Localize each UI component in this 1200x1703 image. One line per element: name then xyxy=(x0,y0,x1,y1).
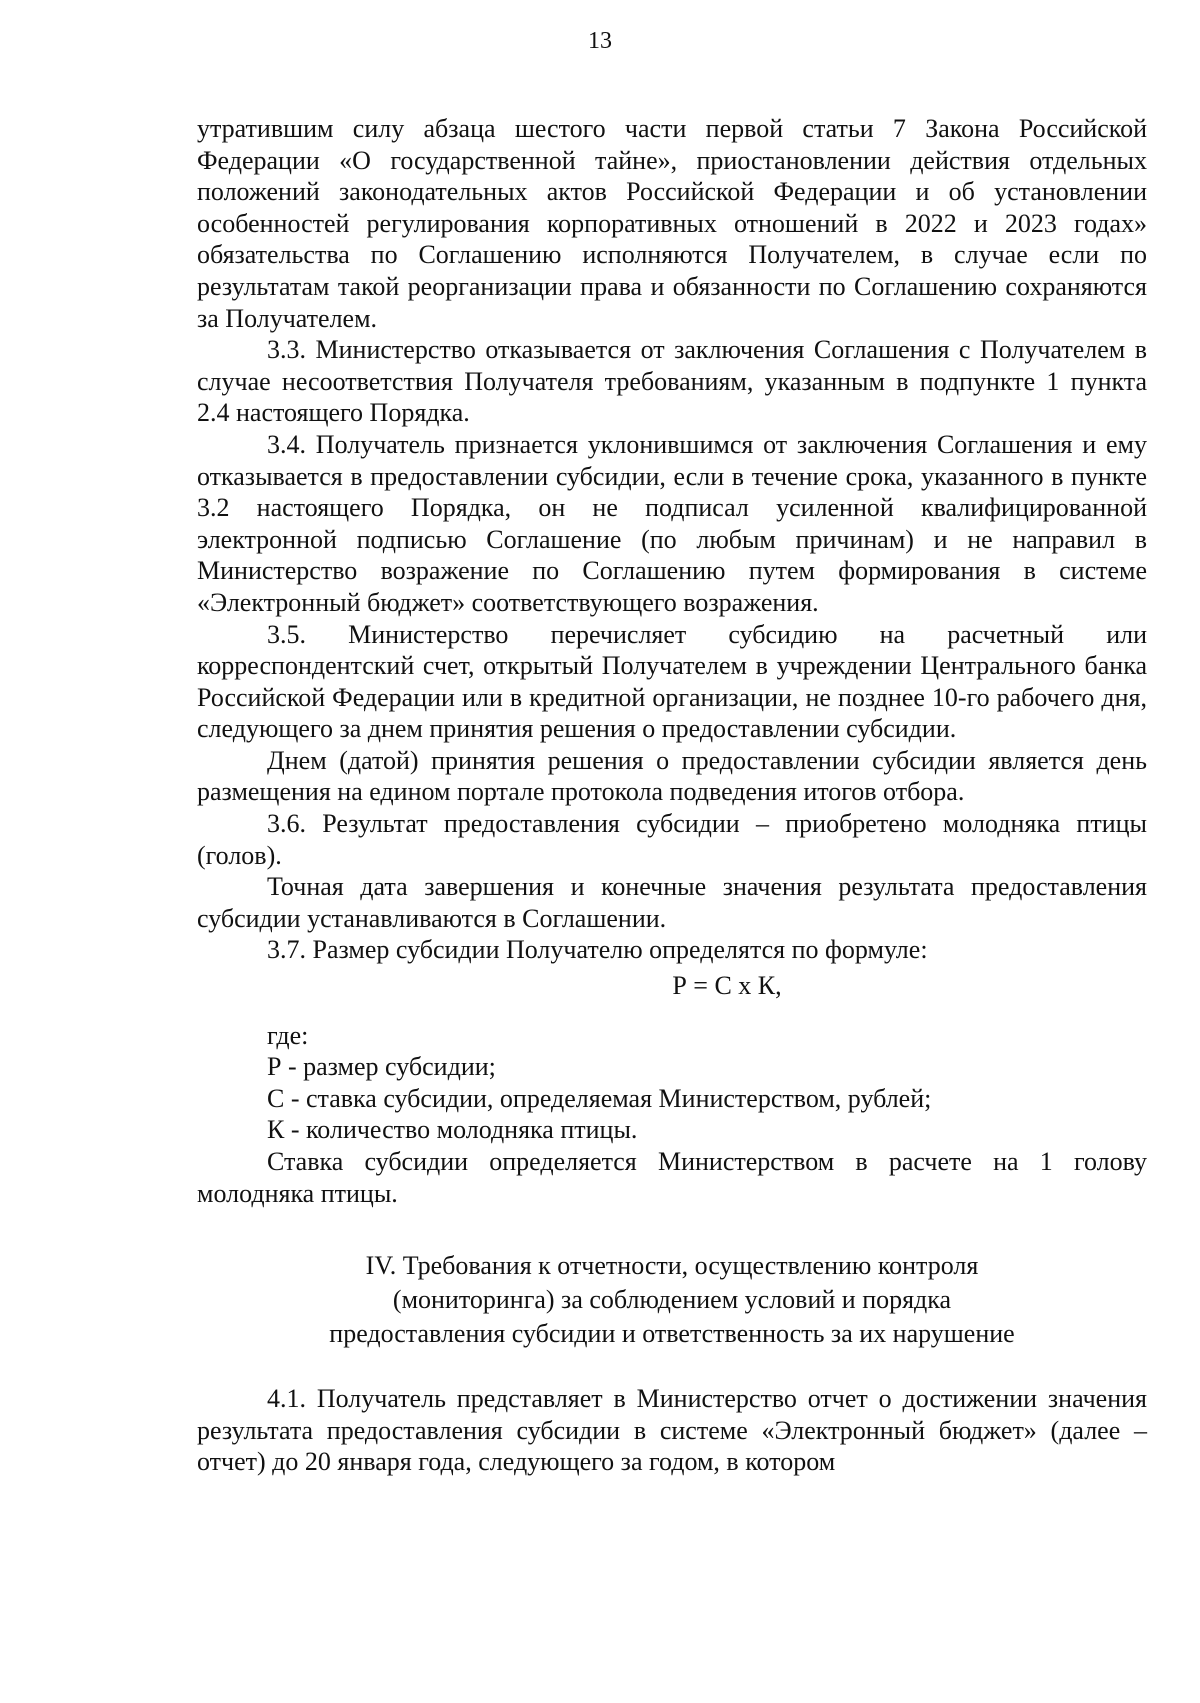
paragraph-3-3: 3.3. Министерство отказывается от заключения Соглашения с Получателем в случае несоответствия Получателя требованиям, указанным в подпункте 1 пункта 2.4 настоящего Порядка. xyxy=(197,335,1147,428)
paragraph-3-5-decision-date: Днем (датой) принятия решения о предоставлении субсидии является день размещения на едином портале протокола подведения итогов отбора. xyxy=(197,745,1147,807)
formula-definition-p: Р - размер субсидии; xyxy=(267,1052,496,1082)
section-heading-line: (мониторинга) за соблюдением условий и порядка xyxy=(392,1285,952,1315)
page-number: 13 xyxy=(588,28,612,54)
paragraph-continuation: утратившим силу абзаца шестого части первой статьи 7 Закона Российской Федерации «О государственной тайне», приостановлении действия отдельных положений законодательных актов Российской Федерации и об установлении особенностей регулирования корпоративных отношений в 2022 и 2023 годах» обязательства по Соглашению исполняются Получателем, в случае если по результатам такой реорганизации права и обязанности по Соглашению сохраняются за Получателем. xyxy=(197,114,1147,333)
formula-where: где: xyxy=(267,1020,309,1050)
paragraph-3-6-dates: Точная дата завершения и конечные значения результата предоставления субсидии устанавливаются в Соглашении. xyxy=(197,872,1147,933)
paragraph-4-1: 4.1. Получатель представляет в Министерство отчет о достижении значения результата предоставления субсидии в системе «Электронный бюджет» (далее – отчет) до 20 января года, следующего за годом, в котором xyxy=(197,1384,1147,1477)
section-heading-line: IV. Требования к отчетности, осуществлению контроля xyxy=(365,1251,979,1281)
subsidy-formula: Р = С х К, xyxy=(672,971,782,1001)
paragraph-3-4: 3.4. Получатель признается уклонившимся от заключения Соглашения и ему отказывается в предоставлении субсидии, если в течение срока, указанного в пункте 3.2 настоящего Порядка, он не подписал усиленной квалифицированной электронной подписью Соглашение (по любым причинам) и не направил в Министерство возражение по Соглашению путем формирования в системе «Электронный бюджет» соответствующего возражения. xyxy=(197,429,1147,617)
paragraph-rate: Ставка субсидии определяется Министерством в расчете на 1 голову молодняка птицы. xyxy=(197,1147,1147,1208)
formula-definition-k: К - количество молодняка птицы. xyxy=(267,1115,638,1145)
section-heading-iv xyxy=(197,1249,1147,1351)
paragraph-3-7: 3.7. Размер субсидии Получателю определятся по формуле: xyxy=(267,935,928,965)
formula-definition-c: С - ставка субсидии, определяемая Министерством, рублей; xyxy=(267,1083,932,1113)
paragraph-3-6: 3.6. Результат предоставления субсидии – приобретено молодняка птицы (голов). xyxy=(197,809,1147,870)
paragraph-3-5: 3.5. Министерство перечисляет субсидию на расчетный или корреспондентский счет, открытый Получателем в учреждении Центрального банка Российской Федерации или в кредитной организации, не позднее 10-го рабочего дня, следующего за днем принятия решения о предоставлении субсидии. xyxy=(197,619,1147,744)
section-heading-line: предоставления субсидии и ответственность за их нарушение xyxy=(329,1319,1015,1349)
document-body xyxy=(197,113,1147,1478)
